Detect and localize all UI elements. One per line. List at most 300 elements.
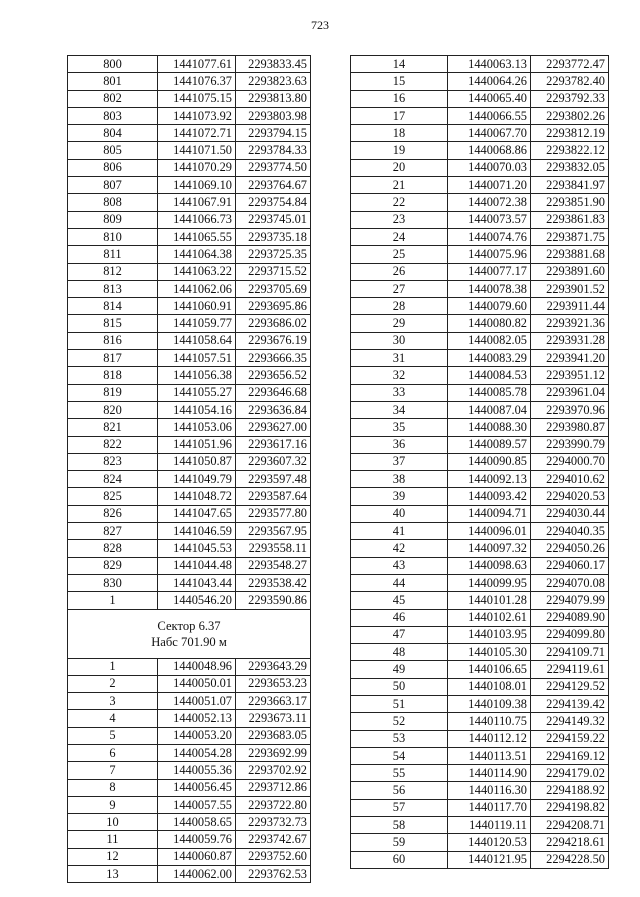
coordinate-y: 2293833.45 [236,56,311,73]
point-number: 813 [68,280,158,297]
table-row [351,263,609,280]
table-row [351,713,609,730]
table-row [351,488,609,505]
table-row [351,367,609,384]
coordinate-x: 1440057.55 [158,796,236,813]
table-row [351,401,609,418]
coordinate-x: 1440056.45 [158,779,236,796]
coordinate-y: 2293676.19 [236,332,311,349]
coordinate-x: 1441047.65 [158,505,236,522]
point-number: 58 [351,817,448,834]
point-number: 807 [68,177,158,194]
table-row [351,350,609,367]
sector-title: Сектор 6.37 [157,618,221,633]
coordinate-x: 1440071.20 [448,177,531,194]
coordinate-x: 1441059.77 [158,315,236,332]
coordinate-x: 1440113.51 [448,747,531,764]
point-number: 60 [351,851,448,868]
table-row [68,384,311,401]
point-number: 20 [351,159,448,176]
point-number: 48 [351,644,448,661]
coordinate-x: 1441073.92 [158,107,236,124]
coordinate-y: 2293803.98 [236,107,311,124]
table-row [68,177,311,194]
coordinate-y: 2293921.36 [531,315,609,332]
table-row [351,626,609,643]
coordinate-x: 1440048.96 [158,658,236,675]
coordinate-y: 2294179.02 [531,765,609,782]
table-row [351,142,609,159]
coordinate-y: 2293548.27 [236,557,311,574]
coordinate-y: 2293692.99 [236,744,311,761]
point-number: 828 [68,540,158,557]
table-row [351,592,609,609]
coordinate-x: 1440108.01 [448,678,531,695]
point-number: 19 [351,142,448,159]
coordinate-y: 2293607.32 [236,453,311,470]
coordinate-y: 2294198.82 [531,799,609,816]
coordinate-x: 1440083.29 [448,350,531,367]
sector-header-row [68,609,311,658]
table-row [351,817,609,834]
point-number: 23 [351,211,448,228]
point-number: 11 [68,831,158,848]
point-number: 50 [351,678,448,695]
table-row [351,661,609,678]
coordinate-y: 2294070.08 [531,574,609,591]
table-row [351,73,609,90]
point-number: 49 [351,661,448,678]
table-row [351,695,609,712]
point-number: 42 [351,540,448,557]
coordinate-x: 1440096.01 [448,523,531,540]
point-number: 801 [68,73,158,90]
table-row [351,765,609,782]
coordinate-y: 2293782.40 [531,73,609,90]
coordinate-x: 1440068.86 [448,142,531,159]
coordinate-x: 1441051.96 [158,436,236,453]
point-number: 54 [351,747,448,764]
point-number: 12 [68,848,158,865]
coordinate-x: 1440063.13 [448,56,531,73]
coordinate-x: 1440120.53 [448,834,531,851]
point-number: 802 [68,90,158,107]
coordinate-y: 2294218.61 [531,834,609,851]
point-number: 4 [68,710,158,727]
coordinate-y: 2293802.26 [531,107,609,124]
table-row [68,505,311,522]
point-number: 32 [351,367,448,384]
table-row [68,263,311,280]
table-row [68,453,311,470]
coordinate-x: 1441054.16 [158,401,236,418]
coordinate-y: 2294079.99 [531,592,609,609]
table-row [351,505,609,522]
point-number: 1 [68,658,158,675]
coordinate-y: 2293762.53 [236,866,311,883]
coordinate-x: 1440117.70 [448,799,531,816]
point-number: 52 [351,713,448,730]
table-row [351,834,609,851]
coordinate-x: 1441069.10 [158,177,236,194]
point-number: 26 [351,263,448,280]
table-row [68,658,311,675]
coordinate-x: 1440082.05 [448,332,531,349]
coordinate-y: 2294040.35 [531,523,609,540]
table-row [68,90,311,107]
table-row [351,107,609,124]
coordinate-y: 2293774.50 [236,159,311,176]
point-number: 809 [68,211,158,228]
coordinate-y: 2294129.52 [531,678,609,695]
coordinate-x: 1440064.26 [448,73,531,90]
coordinate-y: 2293961.04 [531,384,609,401]
coordinate-x: 1440062.00 [158,866,236,883]
coordinate-x: 1440052.13 [158,710,236,727]
table-row [68,107,311,124]
table-row [68,211,311,228]
point-number: 815 [68,315,158,332]
table-row [68,142,311,159]
coordinate-y: 2293931.28 [531,332,609,349]
coordinate-y: 2293841.97 [531,177,609,194]
coordinate-x: 1440093.42 [448,488,531,505]
point-number: 814 [68,298,158,315]
point-number: 820 [68,401,158,418]
point-number: 38 [351,471,448,488]
coordinate-x: 1440050.01 [158,675,236,692]
coordinate-y: 2293990.79 [531,436,609,453]
table-row [351,436,609,453]
coordinate-y: 2294149.32 [531,713,609,730]
table-row [68,762,311,779]
coordinate-y: 2294099.80 [531,626,609,643]
table-row [68,194,311,211]
coordinate-x: 1441060.91 [158,298,236,315]
point-number: 24 [351,228,448,245]
coordinate-x: 1440080.82 [448,315,531,332]
coordinate-y: 2293891.60 [531,263,609,280]
coordinate-x: 1441076.37 [158,73,236,90]
point-number: 808 [68,194,158,211]
point-number: 810 [68,228,158,245]
coordinate-y: 2293636.84 [236,401,311,418]
coordinate-x: 1440119.11 [448,817,531,834]
table-row [68,315,311,332]
coordinate-y: 2293725.35 [236,246,311,263]
coordinate-x: 1440099.95 [448,574,531,591]
table-row [68,796,311,813]
point-number: 6 [68,744,158,761]
point-number: 3 [68,693,158,710]
point-number: 824 [68,471,158,488]
coordinate-y: 2293941.20 [531,350,609,367]
table-row [68,693,311,710]
coordinate-y: 2293656.52 [236,367,311,384]
coordinate-y: 2293772.47 [531,56,609,73]
table-row [68,744,311,761]
coordinate-y: 2293823.63 [236,73,311,90]
coordinate-x: 1440065.40 [448,90,531,107]
table-row [351,246,609,263]
table-row [68,866,311,883]
table-row [68,280,311,297]
coordinate-x: 1440058.65 [158,814,236,831]
table-row [68,436,311,453]
table-row [351,280,609,297]
point-number: 827 [68,523,158,540]
coordinate-x: 1441044.48 [158,557,236,574]
point-number: 5 [68,727,158,744]
coordinate-x: 1441058.64 [158,332,236,349]
point-number: 9 [68,796,158,813]
point-number: 800 [68,56,158,73]
point-number: 39 [351,488,448,505]
point-number: 41 [351,523,448,540]
point-number: 13 [68,866,158,883]
point-number: 1 [68,592,158,609]
table-row [68,675,311,692]
point-number: 819 [68,384,158,401]
table-row [351,453,609,470]
point-number: 40 [351,505,448,522]
coordinate-x: 1440101.28 [448,592,531,609]
coordinate-y: 2293627.00 [236,419,311,436]
coordinate-y: 2293901.52 [531,280,609,297]
coordinate-x: 1440097.32 [448,540,531,557]
coordinate-x: 1441066.73 [158,211,236,228]
table-row [351,644,609,661]
table-row [351,782,609,799]
coordinate-x: 1440074.76 [448,228,531,245]
coordinate-y: 2294020.53 [531,488,609,505]
coordinate-y: 2293764.67 [236,177,311,194]
point-number: 816 [68,332,158,349]
table-row [68,814,311,831]
coordinate-x: 1440085.78 [448,384,531,401]
point-number: 36 [351,436,448,453]
point-number: 44 [351,574,448,591]
point-number: 826 [68,505,158,522]
coordinate-x: 1440094.71 [448,505,531,522]
coordinate-y: 2293705.69 [236,280,311,297]
point-number: 825 [68,488,158,505]
point-number: 34 [351,401,448,418]
coordinate-x: 1440098.63 [448,557,531,574]
point-number: 803 [68,107,158,124]
coordinate-y: 2293813.80 [236,90,311,107]
coordinate-y: 2293683.05 [236,727,311,744]
coordinate-x: 1440103.95 [448,626,531,643]
coordinates-table-right [350,55,609,869]
coordinate-x: 1440059.76 [158,831,236,848]
point-number: 29 [351,315,448,332]
coordinate-x: 1440054.28 [158,744,236,761]
coordinate-x: 1441075.15 [158,90,236,107]
point-number: 830 [68,574,158,591]
coordinate-y: 2294109.71 [531,644,609,661]
coordinate-x: 1441062.06 [158,280,236,297]
coordinate-y: 2294228.50 [531,851,609,868]
point-number: 7 [68,762,158,779]
coordinate-y: 2293861.83 [531,211,609,228]
page-number: 723 [311,18,329,32]
coordinate-x: 1441057.51 [158,350,236,367]
coordinate-y: 2293646.68 [236,384,311,401]
coordinate-x: 1440116.30 [448,782,531,799]
point-number: 14 [351,56,448,73]
coordinate-x: 1440546.20 [158,592,236,609]
point-number: 30 [351,332,448,349]
point-number: 10 [68,814,158,831]
coordinate-y: 2293832.05 [531,159,609,176]
coordinate-y: 2293597.48 [236,471,311,488]
table-row [351,419,609,436]
coordinate-x: 1440079.60 [448,298,531,315]
coordinate-y: 2294000.70 [531,453,609,470]
point-number: 15 [351,73,448,90]
table-row [68,246,311,263]
coordinate-x: 1440121.95 [448,851,531,868]
coordinate-x: 1441053.06 [158,419,236,436]
coordinate-y: 2293881.68 [531,246,609,263]
coordinate-y: 2294169.12 [531,747,609,764]
coordinate-x: 1440077.17 [448,263,531,280]
point-number: 33 [351,384,448,401]
table-row [351,730,609,747]
coordinate-y: 2293538.42 [236,574,311,591]
point-number: 16 [351,90,448,107]
coordinate-y: 2293970.96 [531,401,609,418]
coordinate-y: 2294159.22 [531,730,609,747]
coordinate-x: 1440112.12 [448,730,531,747]
coordinate-x: 1441071.50 [158,142,236,159]
table-row [351,298,609,315]
coordinate-y: 2293754.84 [236,194,311,211]
table-row [351,177,609,194]
table-row [68,159,311,176]
table-row [68,848,311,865]
coordinate-x: 1441055.27 [158,384,236,401]
coordinate-y: 2293590.86 [236,592,311,609]
coordinates-table-left [67,55,311,883]
coordinate-x: 1440088.30 [448,419,531,436]
coordinate-x: 1440084.53 [448,367,531,384]
table-row [351,228,609,245]
point-number: 2 [68,675,158,692]
table-row [68,488,311,505]
table-row [351,315,609,332]
point-number: 59 [351,834,448,851]
coordinate-y: 2293715.52 [236,263,311,280]
coordinate-x: 1440102.61 [448,609,531,626]
coordinate-y: 2294050.26 [531,540,609,557]
coordinate-x: 1440109.38 [448,695,531,712]
coordinate-x: 1441049.79 [158,471,236,488]
coordinate-y: 2294188.92 [531,782,609,799]
coordinate-x: 1440070.03 [448,159,531,176]
coordinate-y: 2293653.23 [236,675,311,692]
coordinate-x: 1440073.57 [448,211,531,228]
point-number: 57 [351,799,448,816]
table-row [68,125,311,142]
coordinate-x: 1440053.20 [158,727,236,744]
point-number: 43 [351,557,448,574]
table-row [68,779,311,796]
table-row [68,332,311,349]
coordinate-y: 2293702.92 [236,762,311,779]
point-number: 31 [351,350,448,367]
table-row [351,609,609,626]
coordinate-x: 1440089.57 [448,436,531,453]
coordinate-x: 1441043.44 [158,574,236,591]
coordinate-x: 1440051.07 [158,693,236,710]
table-row [351,125,609,142]
coordinate-y: 2293722.80 [236,796,311,813]
coordinate-y: 2294030.44 [531,505,609,522]
coordinate-y: 2293663.17 [236,693,311,710]
coordinate-x: 1441050.87 [158,453,236,470]
point-number: 823 [68,453,158,470]
table-row [351,747,609,764]
table-row [68,401,311,418]
coordinate-y: 2293745.01 [236,211,311,228]
point-number: 22 [351,194,448,211]
table-row [68,73,311,90]
point-number: 806 [68,159,158,176]
coordinate-y: 2294119.61 [531,661,609,678]
point-number: 25 [351,246,448,263]
table-row [351,540,609,557]
coordinate-y: 2293742.67 [236,831,311,848]
table-row [68,56,311,73]
coordinate-x: 1441048.72 [158,488,236,505]
point-number: 51 [351,695,448,712]
table-row [351,159,609,176]
coordinate-x: 1440090.85 [448,453,531,470]
table-row [68,523,311,540]
coordinate-y: 2293752.60 [236,848,311,865]
coordinate-y: 2293735.18 [236,228,311,245]
coordinate-x: 1441045.53 [158,540,236,557]
table-row [68,367,311,384]
coordinate-x: 1440110.75 [448,713,531,730]
table-row [351,90,609,107]
coordinate-y: 2293567.95 [236,523,311,540]
coordinate-y: 2293577.80 [236,505,311,522]
point-number: 28 [351,298,448,315]
point-number: 818 [68,367,158,384]
table-row [351,678,609,695]
point-number: 56 [351,782,448,799]
point-number: 817 [68,350,158,367]
table-row [68,574,311,591]
point-number: 811 [68,246,158,263]
coordinate-x: 1441067.91 [158,194,236,211]
coordinate-x: 1440075.96 [448,246,531,263]
coordinate-y: 2294010.62 [531,471,609,488]
point-number: 35 [351,419,448,436]
table-row [351,851,609,868]
point-number: 17 [351,107,448,124]
table-row [351,384,609,401]
point-number: 27 [351,280,448,297]
coordinate-y: 2293812.19 [531,125,609,142]
coordinate-y: 2293851.90 [531,194,609,211]
point-number: 805 [68,142,158,159]
table-row [351,799,609,816]
coordinate-y: 2293695.86 [236,298,311,315]
